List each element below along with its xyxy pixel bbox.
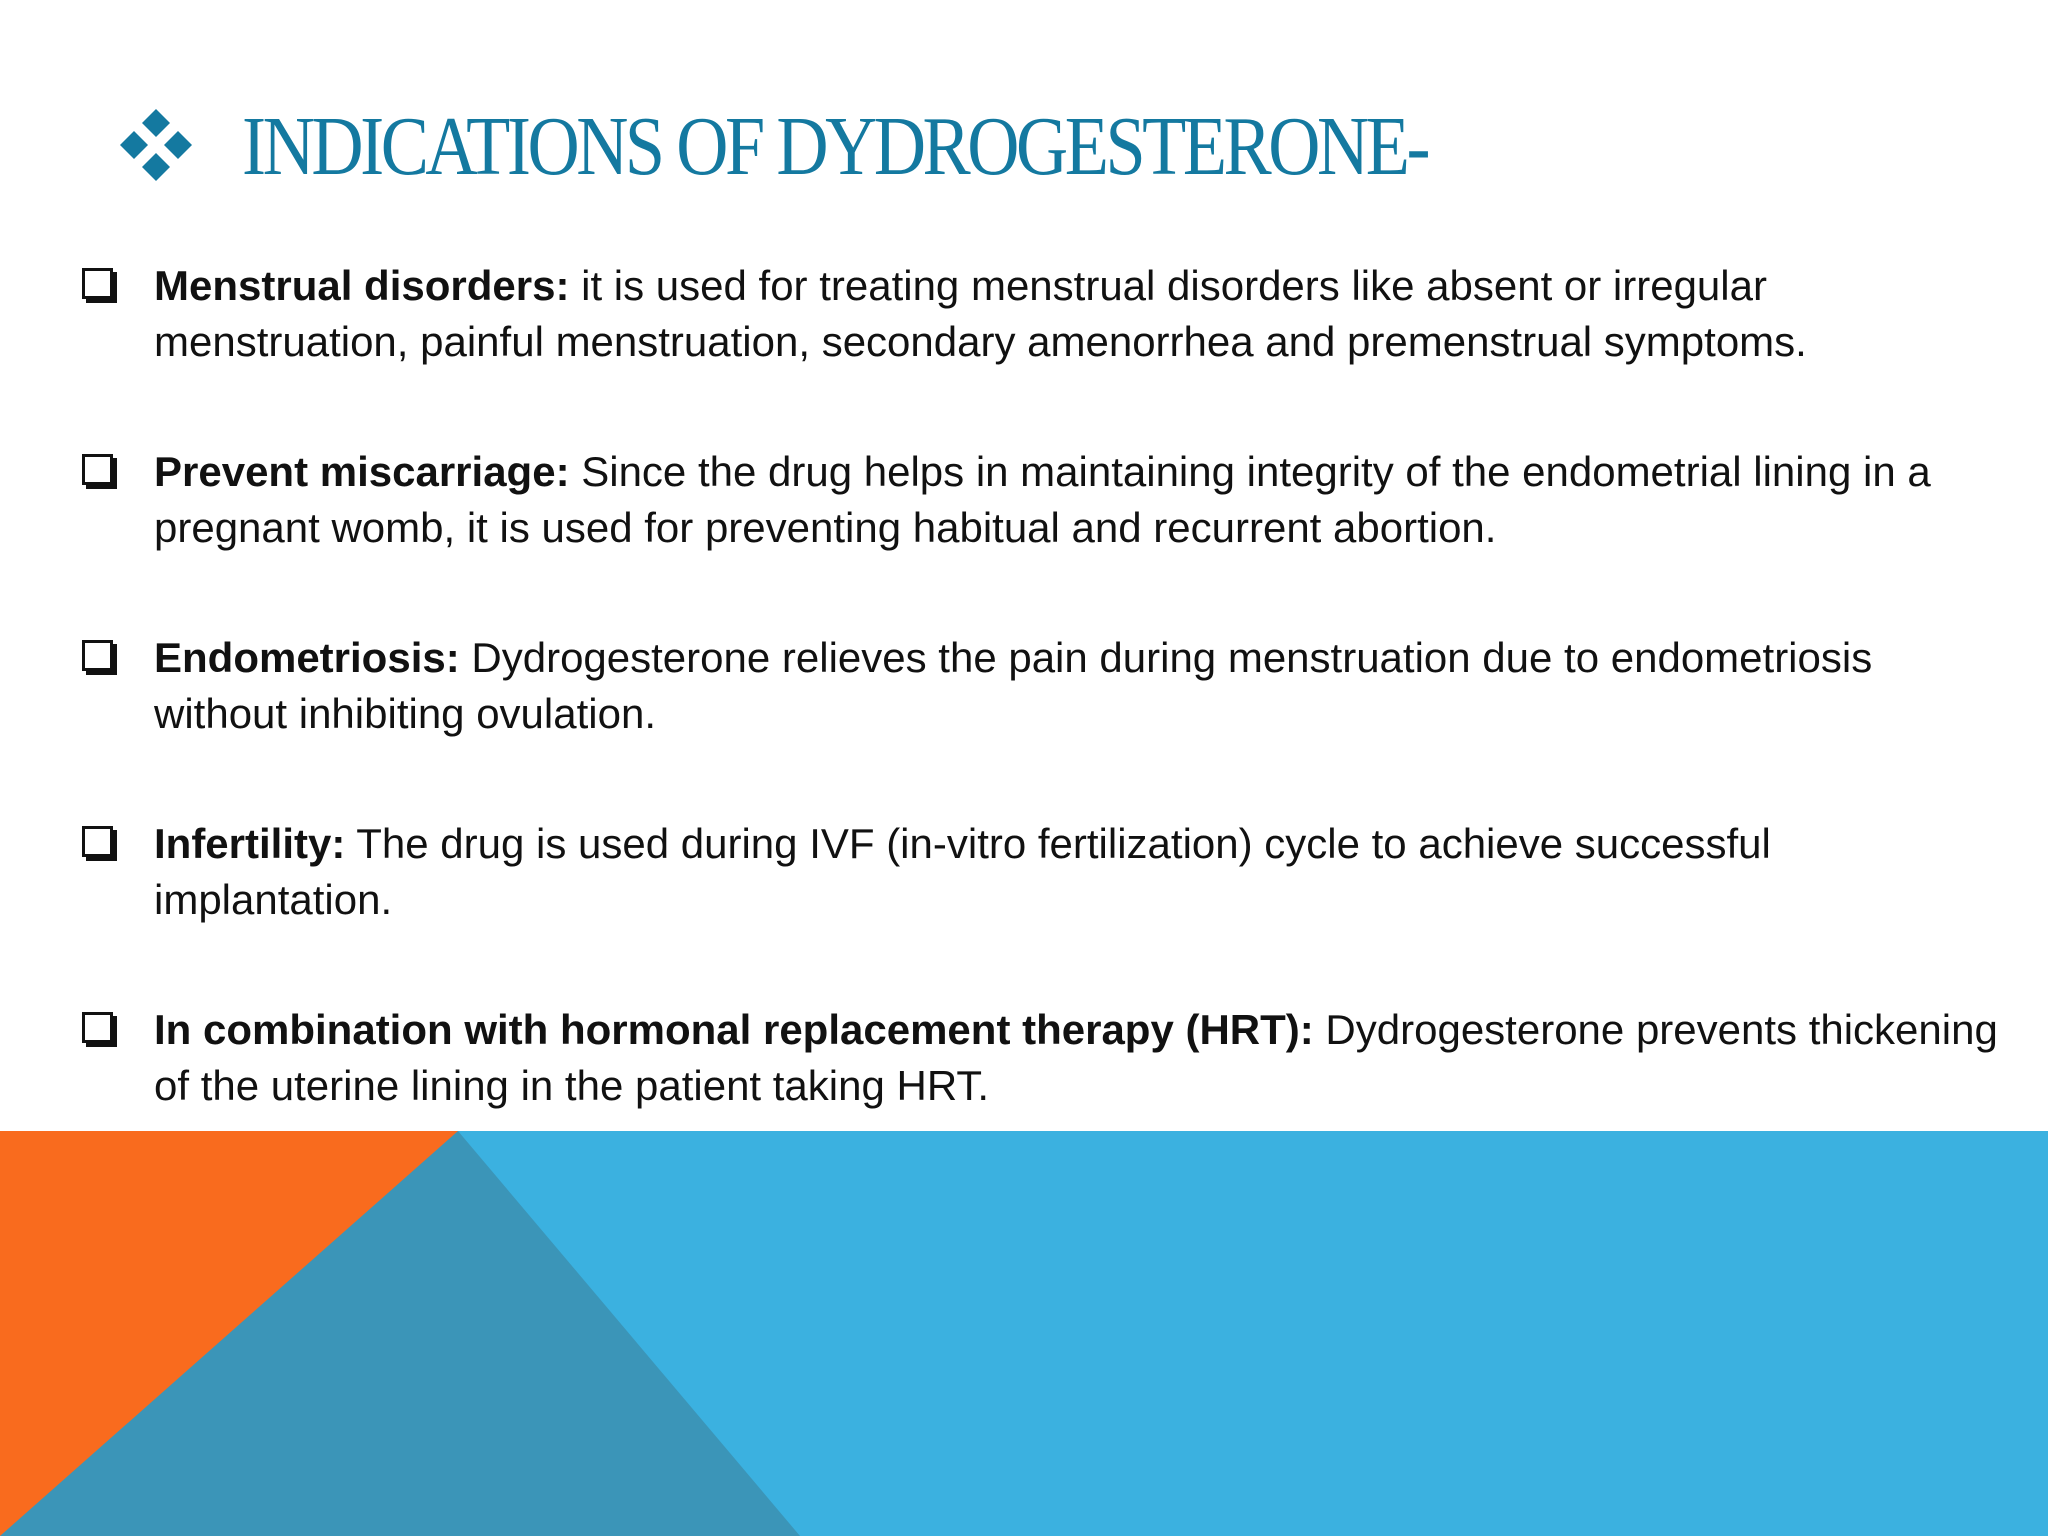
item-label: In combination with hormonal replacement therapy (HRT): [154, 1006, 1314, 1053]
slide-title: INDICATIONS OF DYDROGESTERONE- [242, 100, 1428, 193]
list-item [78, 444, 2008, 556]
checkbox-bullet-icon [82, 1012, 113, 1043]
item-text: it is used for treating menstrual disorders like absent or irregular menstruation, painful menstruation, secondary amenorrhea and premenstrual symptoms. [154, 262, 1807, 365]
footer-decoration [0, 1131, 2048, 1536]
list-item [78, 1002, 2008, 1114]
four-diamond-bullet-icon [118, 107, 194, 187]
item-text: Dydrogesterone prevents thickening of the uterine lining in the patient taking HRT. [154, 1006, 1998, 1109]
item-text: Dydrogesterone relieves the pain during menstruation due to endometriosis without inhibiting ovulation. [154, 634, 1873, 737]
checkbox-bullet-icon [82, 826, 113, 857]
item-text: Since the drug helps in maintaining integrity of the endometrial lining in a pregnant womb, it is used for preventing habitual and recurrent abortion. [154, 448, 1931, 551]
item-label: Endometriosis: [154, 634, 460, 681]
item-label: Menstrual disorders: [154, 262, 570, 309]
slide-title-row [118, 92, 1620, 202]
list-item [78, 630, 2008, 742]
indication-list [78, 258, 2008, 1114]
item-label: Infertility: [154, 820, 346, 867]
list-item [78, 258, 2008, 370]
checkbox-bullet-icon [82, 454, 113, 485]
list-item [78, 816, 2008, 928]
item-label: Prevent miscarriage: [154, 448, 570, 495]
checkbox-bullet-icon [82, 268, 113, 299]
item-text: The drug is used during IVF (in-vitro fertilization) cycle to achieve successful implantation. [154, 820, 1771, 923]
checkbox-bullet-icon [82, 640, 113, 671]
